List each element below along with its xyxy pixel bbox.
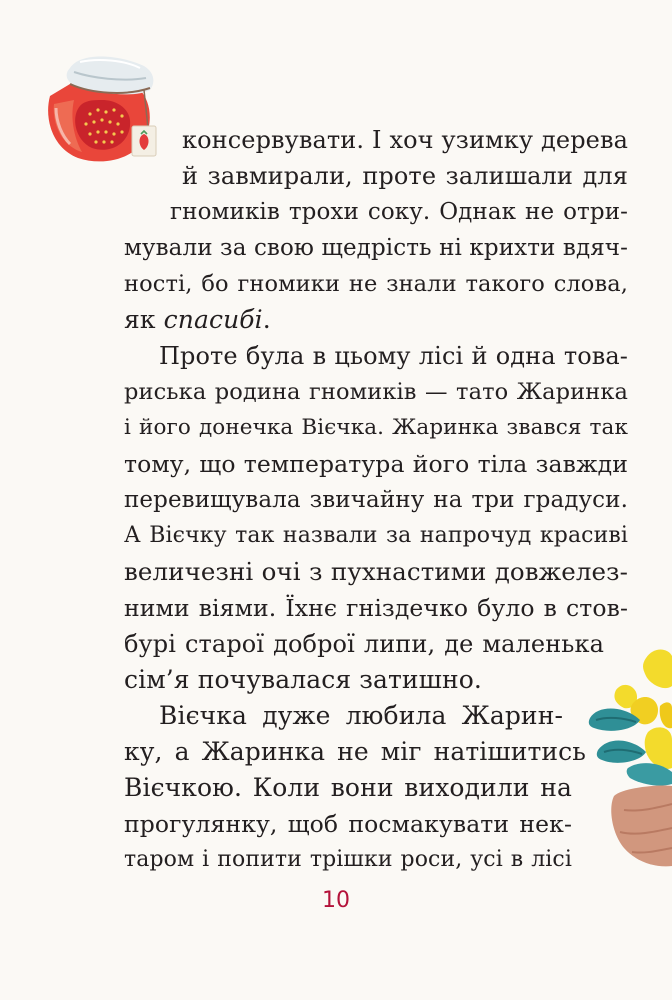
italic-word: спасибі — [163, 305, 263, 334]
text-line-8: риська родина гномиків — тато Жаринка — [124, 379, 628, 405]
text-line-1: консервувати. І хоч узимку дерева — [182, 126, 628, 154]
text-line-14: ними віями. Їхнє гніздечко було в стов- — [124, 594, 628, 622]
text-line-18: ку, а Жаринка не міг натішитись — [124, 737, 586, 766]
text-line-7: Проте була в цьому лісі й одна това- — [159, 342, 628, 370]
strawberry-jam-jar-icon — [40, 48, 162, 166]
text-line-9: і його донечка Вієчка. Жаринка звався так — [124, 415, 628, 440]
text-line-6 — [124, 303, 271, 337]
text-line-13: величезні очі з пухнастими довжелез- — [124, 557, 628, 586]
text-line-12: А Вієчку так назвали за напрочуд красиві — [124, 523, 628, 548]
text-fragment: як — [124, 305, 156, 334]
text-line-4: мували за свою щедрість ні крихти вдяч- — [124, 235, 628, 261]
text-line-3: гномиків трохи соку. Однак не отри- — [170, 199, 628, 225]
text-line-21: таром і попити трішки роси, усі в лісі — [124, 847, 572, 872]
text-fragment: . — [262, 305, 271, 334]
text-line-10: тому, що температура його тіла завжди — [124, 450, 628, 478]
text-line-17: Вієчка дуже любила Жарин- — [159, 701, 563, 730]
text-line-20: прогулянку, щоб посмакувати нек- — [124, 810, 572, 838]
text-line-5: ності, бо гномики не знали такого слова, — [124, 271, 628, 297]
text-line-11: перевищувала звичайну на три градуси. — [124, 487, 628, 513]
text-line-19: Вієчкою. Коли вони виходили на — [124, 773, 572, 802]
text-line-16: сім’я почувалася затишно. — [124, 665, 482, 694]
yellow-flower-plant-icon — [588, 642, 672, 872]
text-line-2: й завмирали, проте залишали для — [182, 162, 628, 190]
text-line-15: бурі старої доброї липи, де маленька — [124, 630, 604, 658]
page-number: 10 — [322, 888, 350, 913]
